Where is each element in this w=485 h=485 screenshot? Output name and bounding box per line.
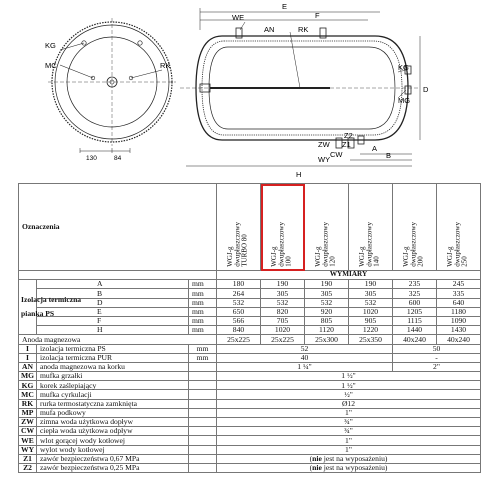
dim-row-e: [19, 307, 481, 316]
label-rk-side: RK: [160, 61, 171, 70]
dim-key: D: [37, 298, 189, 307]
label-z2: Z2: [344, 131, 353, 140]
row-desc: wylot wody kotłowej: [37, 445, 189, 454]
dim-value: 640: [437, 298, 481, 307]
dim-row-b: [19, 289, 481, 298]
label-cw: CW: [330, 150, 343, 159]
dim-value: 190: [349, 280, 393, 289]
anoda-value: 40x240: [393, 335, 437, 344]
dim-value: 305: [261, 289, 305, 298]
row-unit: [189, 399, 217, 408]
dim-label-b: B: [386, 151, 392, 160]
dim-unit: mm: [189, 326, 217, 335]
row-value-a: 52: [217, 344, 393, 353]
row-key: I: [19, 344, 37, 353]
spec-row-z2: [19, 463, 481, 472]
header-row: [19, 184, 481, 271]
spec-row-mc: [19, 390, 481, 399]
dim-value: 1090: [437, 316, 481, 325]
label-kg-side: KG: [45, 41, 56, 50]
dim-value: 1430: [437, 326, 481, 335]
label-wy: WY: [318, 155, 331, 164]
anoda-value: 25x225: [217, 335, 261, 344]
label-an: AN: [264, 25, 275, 34]
dim-value: 566: [217, 316, 261, 325]
dim-unit: mm: [189, 316, 217, 325]
row-key: RK: [19, 399, 37, 408]
row-desc: mufka grzałki: [37, 372, 189, 381]
row-unit: [189, 372, 217, 381]
dim-value: 180: [217, 280, 261, 289]
dim-value: 305: [349, 289, 393, 298]
dim-label-e: E: [282, 2, 288, 11]
dim-row-h: [19, 326, 481, 335]
row-unit: [189, 408, 217, 417]
dim-unit: mm: [189, 307, 217, 316]
dim-value: 532: [261, 298, 305, 307]
row-desc: wlot gorącej wody kotłowej: [37, 436, 189, 445]
spec-row-i: [19, 344, 481, 353]
dim-key: H: [37, 326, 189, 335]
row-unit: [189, 427, 217, 436]
row-value: ¾": [217, 418, 481, 427]
dim-value: 805: [305, 316, 349, 325]
dim-value: 532: [349, 298, 393, 307]
row-value: 1": [217, 436, 481, 445]
row-unit: [189, 418, 217, 427]
dim-value: 1220: [349, 326, 393, 335]
dim-label-f: F: [315, 11, 320, 20]
anoda-row: [19, 335, 481, 344]
row-key: KG: [19, 381, 37, 390]
model-header-turbo80: WGJ-g dwupłaszczowy TURBO 80: [217, 184, 261, 271]
anoda-value: 40x240: [437, 335, 481, 344]
anoda-value: 25x225: [261, 335, 305, 344]
not-included-note: (nie jest na wyposażeniu): [217, 463, 481, 472]
dim-value: 1020: [349, 307, 393, 316]
row-desc: zawór bezpieczeństwa 0,25 MPa: [37, 463, 189, 472]
not-included-note: (nie jest na wyposażeniu): [217, 454, 481, 463]
dim-row-d: [19, 298, 481, 307]
row-value: ½": [217, 390, 481, 399]
dim-label-a: A: [372, 144, 378, 153]
row-desc: izolacja termiczna PS: [37, 344, 189, 353]
spec-row-i: [19, 353, 481, 362]
dim-key: A: [37, 280, 189, 289]
dim-value: 840: [217, 326, 261, 335]
row-desc: zawór bezpieczeństwa 0,67 MPa: [37, 454, 189, 463]
dim-value: 245: [437, 280, 481, 289]
wymiary-row: [19, 271, 481, 280]
dim-value: 235: [393, 280, 437, 289]
label-zw: ZW: [318, 140, 330, 149]
row-value: 1 ½": [217, 372, 481, 381]
dim-value: 600: [393, 298, 437, 307]
row-key: WY: [19, 445, 37, 454]
row-key: AN: [19, 362, 37, 371]
row-value-b: -: [393, 353, 481, 362]
anoda-label: Anoda magnezowa: [19, 335, 217, 344]
spec-row-an: [19, 362, 481, 371]
side-view: [48, 18, 176, 153]
row-unit: [189, 454, 217, 463]
dim-value: 1440: [393, 326, 437, 335]
row-key: I: [19, 353, 37, 362]
oznaczenia-header: Oznaczenia: [19, 184, 217, 271]
dim-value: 920: [305, 307, 349, 316]
row-unit: [189, 463, 217, 472]
dim-value: 325: [393, 289, 437, 298]
wymiary-header: WYMIARY: [217, 271, 481, 280]
row-desc: anoda magnezowa na korku: [37, 362, 189, 371]
technical-drawing: [0, 0, 485, 183]
row-unit: [189, 445, 217, 454]
izolacja-label: Izolacja termiczna pianka PS: [19, 280, 37, 335]
dim-value: 1020: [261, 326, 305, 335]
dim-value: 1120: [305, 326, 349, 335]
row-value-b: 50: [393, 344, 481, 353]
row-value-a: 40: [217, 353, 393, 362]
dim-unit: mm: [189, 289, 217, 298]
dim-value: 650: [217, 307, 261, 316]
row-unit: mm: [189, 353, 217, 362]
row-desc: zimna woda użytkowa dopływ: [37, 418, 189, 427]
dim-value: 190: [305, 280, 349, 289]
row-desc: korek zaślepiający: [37, 381, 189, 390]
spec-row-mg: [19, 372, 481, 381]
row-unit: mm: [189, 344, 217, 353]
model-header-100: WGJ-g dwupłaszczowy 100: [261, 184, 305, 271]
label-z1: Z1: [342, 140, 351, 149]
row-value-b: 2": [393, 362, 481, 371]
dim-unit: mm: [189, 298, 217, 307]
dim-key: F: [37, 316, 189, 325]
label-kg: KG: [398, 63, 409, 72]
row-key: MC: [19, 390, 37, 399]
model-header-120: WGJ-g dwupłaszczowy 120: [305, 184, 349, 271]
row-key: WE: [19, 436, 37, 445]
row-unit: [189, 436, 217, 445]
spec-row-kg: [19, 381, 481, 390]
dim-key: E: [37, 307, 189, 316]
model-header-140: WGJ-g dwupłaszczowy 140: [349, 184, 393, 271]
dim-value: 305: [305, 289, 349, 298]
row-unit: [189, 381, 217, 390]
dim-value: 532: [305, 298, 349, 307]
row-desc: izolacja termiczna PUR: [37, 353, 189, 362]
row-key: Z1: [19, 454, 37, 463]
spec-row-z1: [19, 454, 481, 463]
row-desc: ciepła woda użytkowa odpływ: [37, 427, 189, 436]
dim-130: 130: [86, 155, 97, 162]
spec-row-zw: [19, 418, 481, 427]
dim-value: 705: [261, 316, 305, 325]
dim-value: 264: [217, 289, 261, 298]
model-header-250: WGJ-g dwupłaszczowy 250: [437, 184, 481, 271]
spec-row-cw: [19, 427, 481, 436]
dim-row-f: [19, 316, 481, 325]
spec-row-wy: [19, 445, 481, 454]
row-value: Ø12: [217, 399, 481, 408]
spec-row-we: [19, 436, 481, 445]
anoda-value: 25x350: [349, 335, 393, 344]
dim-value: 532: [217, 298, 261, 307]
spec-row-rk: [19, 399, 481, 408]
row-value: ¾": [217, 427, 481, 436]
row-key: MP: [19, 408, 37, 417]
row-desc: rurka termostatyczna zamknięta: [37, 399, 189, 408]
row-value-a: 1 ¼": [217, 362, 393, 371]
dim-label-d: D: [423, 85, 429, 94]
label-mc-side: MC: [45, 61, 57, 70]
dim-value: 820: [261, 307, 305, 316]
dim-key: B: [37, 289, 189, 298]
dim-84: 84: [114, 155, 122, 162]
dim-value: 1205: [393, 307, 437, 316]
dim-value: 1180: [437, 307, 481, 316]
dim-value: 905: [349, 316, 393, 325]
row-value: 1": [217, 445, 481, 454]
row-key: MG: [19, 372, 37, 381]
row-value: 1 ½": [217, 381, 481, 390]
row-desc: mufa podkowy: [37, 408, 189, 417]
spec-table: [18, 183, 481, 473]
dim-value: 1115: [393, 316, 437, 325]
anoda-value: 25x300: [305, 335, 349, 344]
model-header-200: WGJ-g dwupłaszczowy 200: [393, 184, 437, 271]
label-rk: RK: [298, 25, 309, 34]
dim-value: 190: [261, 280, 305, 289]
dim-unit: mm: [189, 280, 217, 289]
row-key: ZW: [19, 418, 37, 427]
row-desc: mufka cyrkulacji: [37, 390, 189, 399]
row-key: Z2: [19, 463, 37, 472]
row-key: CW: [19, 427, 37, 436]
row-value: 1": [217, 408, 481, 417]
dim-value: 335: [437, 289, 481, 298]
row-unit: [189, 390, 217, 399]
label-we: WE: [232, 13, 245, 22]
row-unit: [189, 362, 217, 371]
dim-label-h: H: [296, 170, 302, 179]
dim-row-a: [19, 280, 481, 289]
label-mg: MG: [398, 96, 411, 105]
spec-row-mp: [19, 408, 481, 417]
